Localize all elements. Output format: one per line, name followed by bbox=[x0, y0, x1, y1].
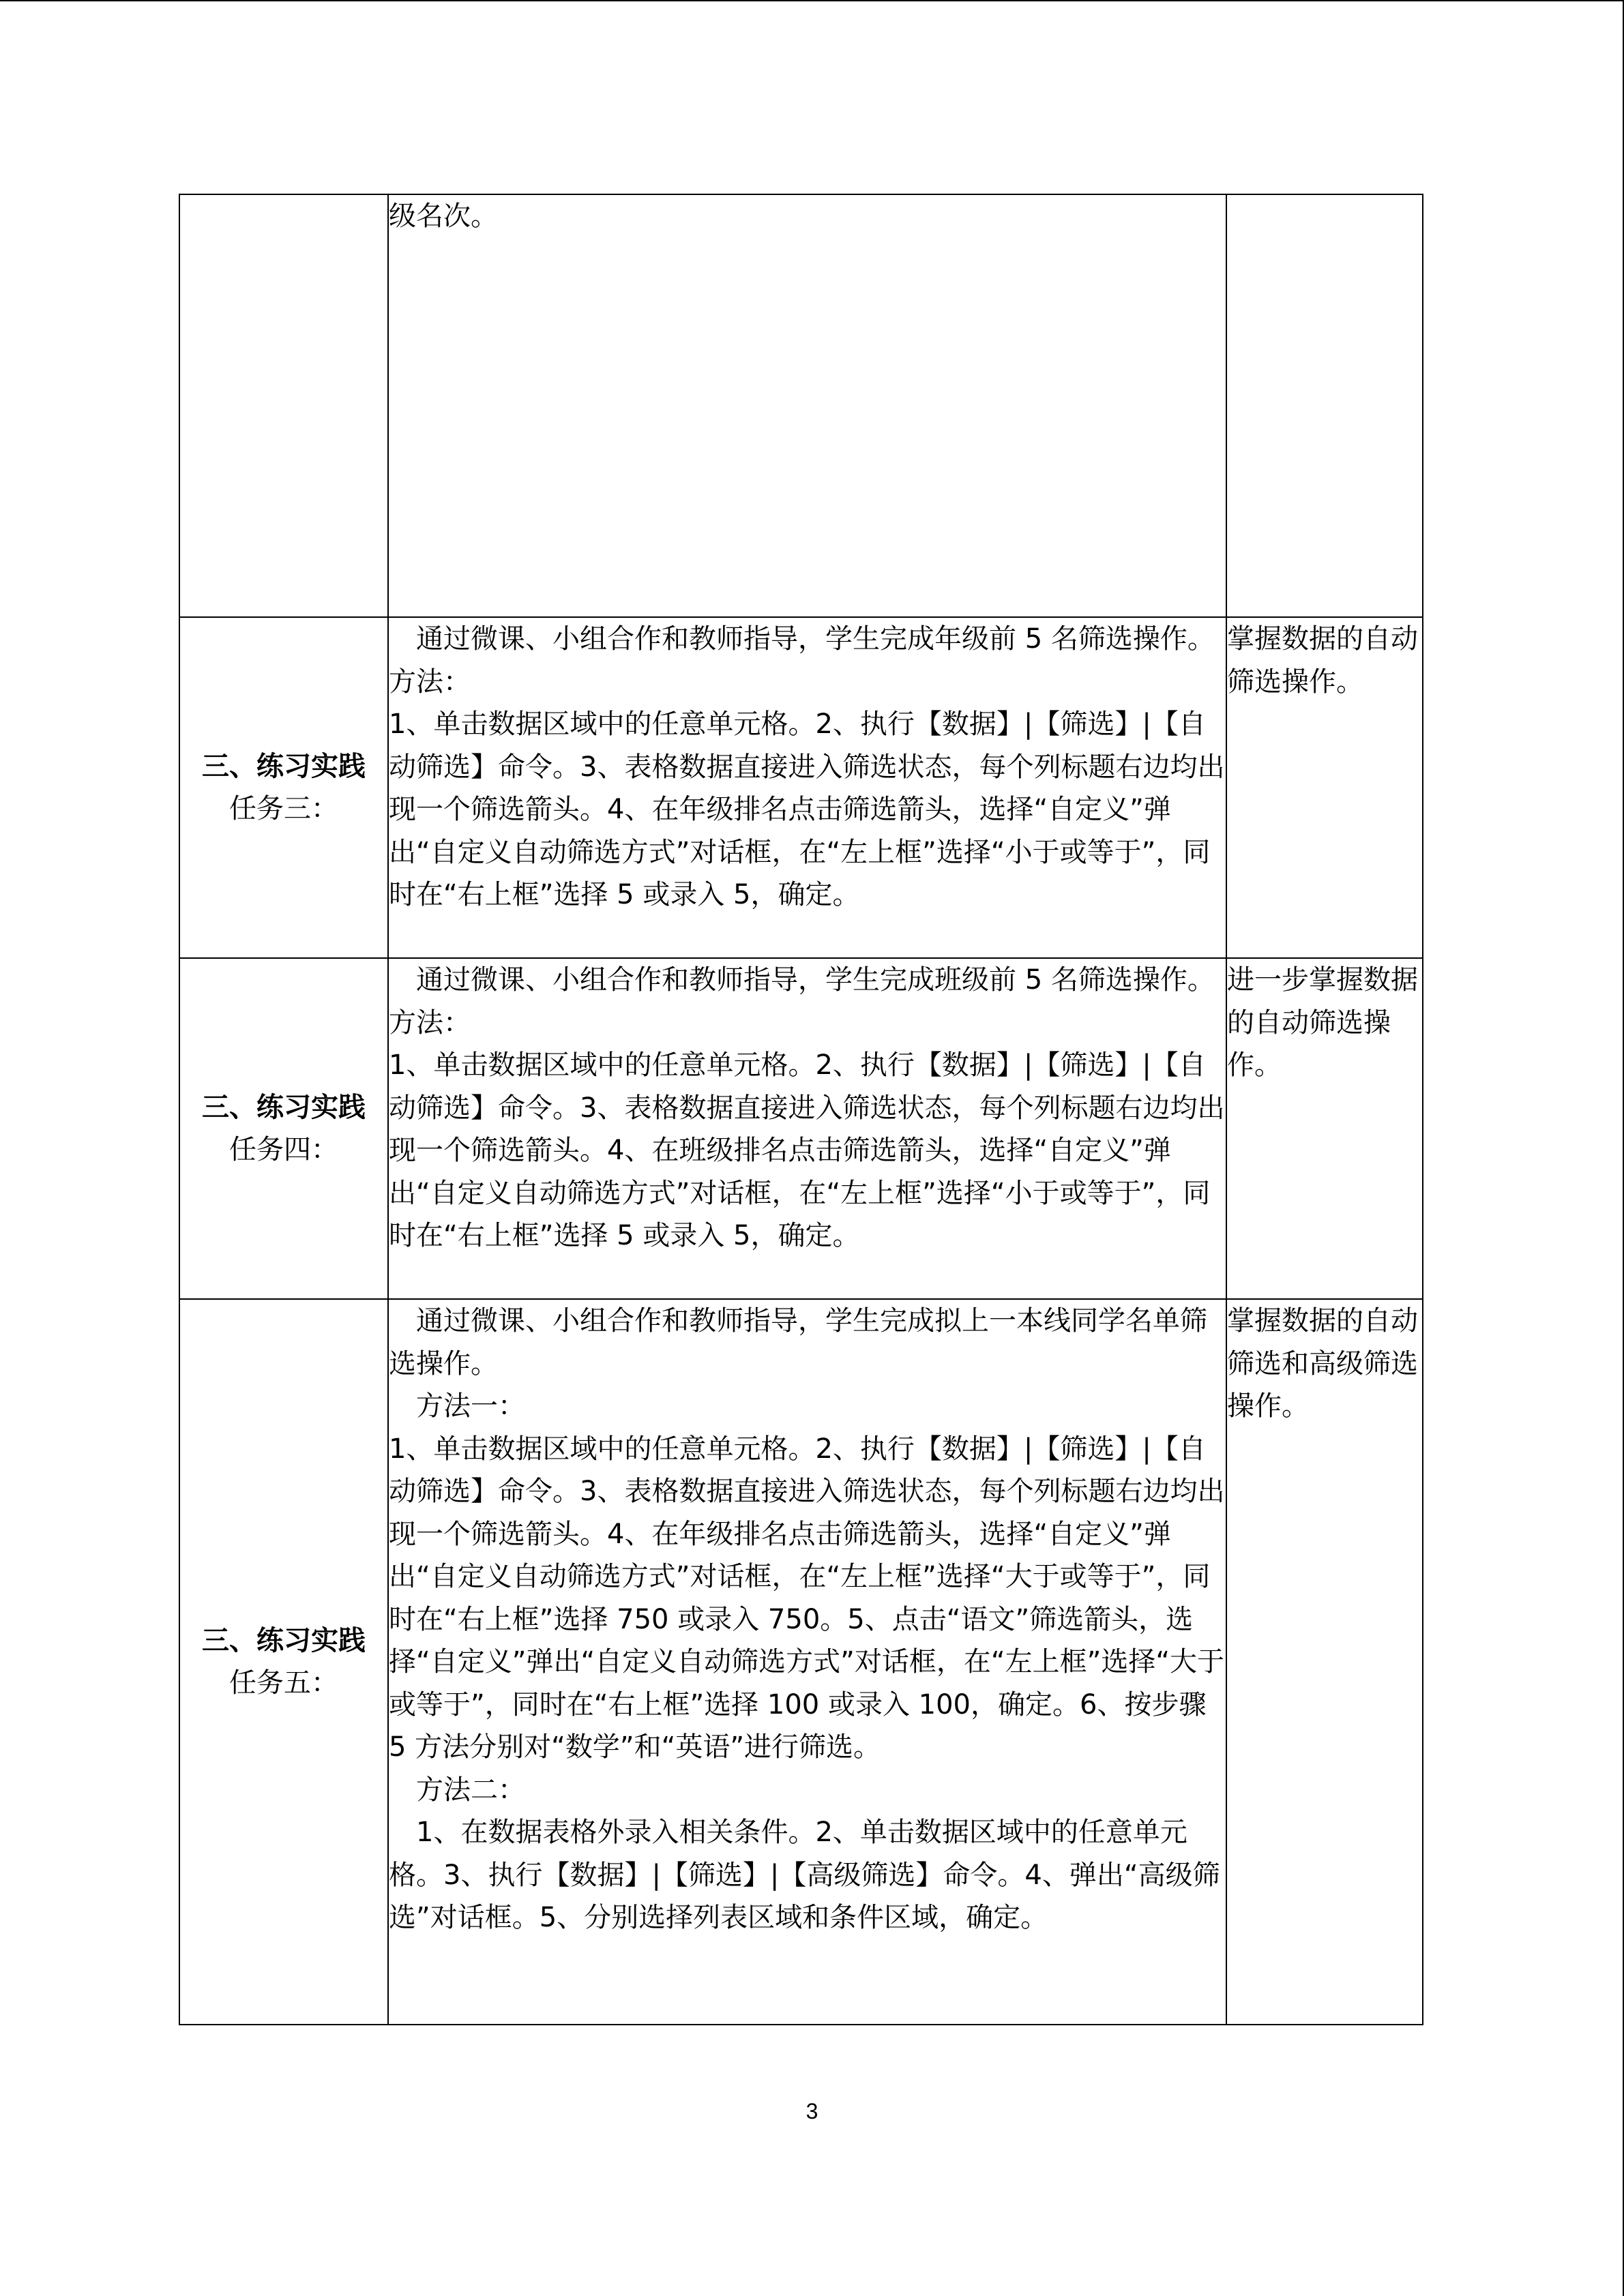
content-cell bbox=[388, 1299, 1226, 2025]
content-cell bbox=[388, 194, 1226, 617]
content-paragraph: 通过微课、小组合作和教师指导，学生完成年级前 5 名筛选操作。方法： bbox=[389, 623, 1215, 698]
content-paragraph: 1、单击数据区域中的任意单元格。2、执行【数据】|【筛选】|【自动筛选】命令。3、表格数据直接进入筛选状态，每个列标题右边均出现一个筛选箭头。4、在年级排名点击筛选箭头，选择“自定义”弹出“自定义自动筛选方式”对话框，在“左上框”选择“大于或等于”，同时在“右上框”选择 750 或录入 750。5、点击“语文”筛选箭头，选择“自定义”弹出“自定义自动筛选方式”对话框，在“左上框”选择“大于或等于”，同时在“右上框”选择 100 或录入 100，确定。6、按步骤 5 方法分别对“数学”和“英语”进行筛选。 bbox=[389, 1433, 1225, 1763]
content-cell bbox=[388, 617, 1226, 958]
stage-cell bbox=[179, 1299, 388, 2025]
lesson-plan-table bbox=[179, 194, 1423, 2025]
content-paragraph: 方法二： bbox=[416, 1774, 525, 1806]
table-row bbox=[179, 958, 1423, 1299]
stage-cell bbox=[179, 617, 388, 958]
stage-label: 三、练习实践 bbox=[202, 751, 366, 782]
content-paragraph: 方法一： bbox=[416, 1390, 525, 1422]
stage-label: 三、练习实践 bbox=[202, 1625, 366, 1656]
stage-cell bbox=[179, 958, 388, 1299]
content-paragraph: 级名次。 bbox=[389, 200, 498, 232]
goal-cell bbox=[1226, 194, 1423, 617]
task-label: 任务五： bbox=[229, 1667, 338, 1699]
stage-label: 三、练习实践 bbox=[202, 1092, 366, 1123]
table-row bbox=[179, 1299, 1423, 2025]
table-row bbox=[179, 194, 1423, 617]
content-paragraph: 1、单击数据区域中的任意单元格。2、执行【数据】|【筛选】|【自动筛选】命令。3、表格数据直接进入筛选状态，每个列标题右边均出现一个筛选箭头。4、在班级排名点击筛选箭头，选择“自定义”弹出“自定义自动筛选方式”对话框，在“左上框”选择“小于或等于”，同时在“右上框”选择 5 或录入 5，确定。 bbox=[389, 1049, 1225, 1251]
content-paragraph: 1、单击数据区域中的任意单元格。2、执行【数据】|【筛选】|【自动筛选】命令。3、表格数据直接进入筛选状态，每个列标题右边均出现一个筛选箭头。4、在年级排名点击筛选箭头，选择“自定义”弹出“自定义自动筛选方式”对话框，在“左上框”选择“小于或等于”，同时在“右上框”选择 5 或录入 5，确定。 bbox=[389, 709, 1225, 910]
page-number: 3 bbox=[806, 2099, 818, 2123]
content-paragraph: 通过微课、小组合作和教师指导，学生完成拟上一本线同学名单筛选操作。 bbox=[389, 1305, 1207, 1380]
content-paragraph: 1、在数据表格外录入相关条件。2、单击数据区域中的任意单元格。3、执行【数据】|【筛选】|【高级筛选】命令。4、弹出“高级筛选”对话框。5、分别选择列表区域和条件区域，确定。 bbox=[389, 1817, 1220, 1933]
stage-cell bbox=[179, 194, 388, 617]
task-label: 任务三： bbox=[229, 793, 338, 824]
goal-cell: 掌握数据的自动筛选操作。 bbox=[1226, 617, 1423, 958]
goal-cell: 进一步掌握数据的自动筛选操作。 bbox=[1226, 958, 1423, 1299]
task-label: 任务四： bbox=[229, 1134, 338, 1165]
table-row bbox=[179, 617, 1423, 958]
content-paragraph: 通过微课、小组合作和教师指导，学生完成班级前 5 名筛选操作。方法： bbox=[389, 964, 1215, 1039]
content-cell bbox=[388, 958, 1226, 1299]
goal-cell: 掌握数据的自动筛选和高级筛选操作。 bbox=[1226, 1299, 1423, 2025]
